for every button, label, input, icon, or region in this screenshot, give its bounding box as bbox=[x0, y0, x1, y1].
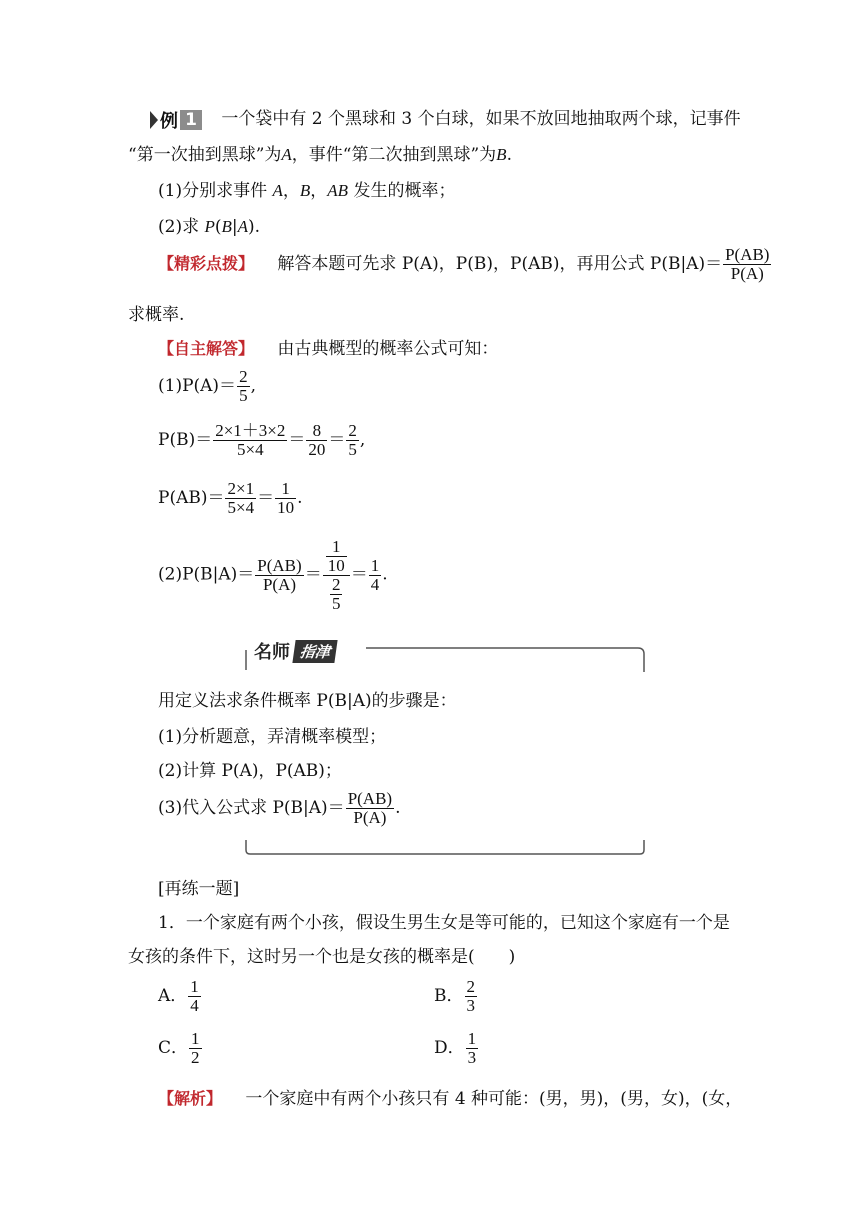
example-text-2c: ，事件“第二次抽到黑球”为 bbox=[291, 145, 497, 165]
option-b-frac bbox=[465, 978, 478, 1015]
option-a-label: A． bbox=[158, 985, 188, 1006]
s3-eq: ＝ bbox=[257, 487, 275, 508]
q2-bar: | bbox=[231, 217, 238, 237]
option-b-num: 2 bbox=[466, 977, 475, 996]
t3-frac bbox=[346, 790, 394, 827]
example-number: 1 bbox=[180, 110, 202, 130]
solution-step-4 bbox=[158, 538, 860, 612]
q1-sep1: ， bbox=[282, 181, 300, 201]
teacher-step-1: (1)分析题意，弄清概率模型； bbox=[158, 727, 387, 747]
s4-eq1: ＝ bbox=[304, 564, 322, 585]
practice-question-line-1: 1．一个家庭有两个小孩，假设生男生女是等可能的，已知这个家庭有一个是 bbox=[158, 913, 730, 933]
s2-pre: P(B)＝ bbox=[158, 429, 213, 450]
option-c-num: 1 bbox=[191, 1029, 200, 1048]
hint-text: 解答本题可先求 P(A)，P(B)，P(AB)，再用公式 P(B|A)＝ bbox=[277, 253, 723, 274]
option-c-frac bbox=[189, 1030, 202, 1067]
hint-tag: 【精彩点拨】 bbox=[158, 253, 255, 273]
s4-complex-frac bbox=[323, 538, 350, 612]
example-word: 例 bbox=[160, 110, 178, 132]
question-1 bbox=[158, 176, 860, 201]
event-b: B bbox=[496, 145, 507, 164]
option-a-den: 4 bbox=[190, 995, 199, 1015]
s4-dn: 2 bbox=[331, 574, 341, 594]
hint-fraction bbox=[723, 246, 771, 283]
badge-title: 名师 bbox=[254, 642, 290, 663]
q2-close: ). bbox=[248, 217, 261, 237]
hint-frac-num: P(AB) bbox=[725, 245, 770, 264]
s2-post: , bbox=[359, 429, 366, 450]
solution-tag: 【自主解答】 bbox=[158, 339, 255, 358]
analysis-line bbox=[158, 1084, 860, 1109]
analysis-text: 一个家庭中有两个小孩只有 4 种可能：(男，男)，(男，女)，(女， bbox=[245, 1089, 743, 1109]
option-a-frac bbox=[188, 978, 201, 1015]
s1-frac bbox=[237, 368, 250, 405]
s3-den2: 10 bbox=[277, 497, 295, 517]
s4-inner-top bbox=[326, 538, 347, 575]
t3-pre: (3)代入公式求 P(B|A)＝ bbox=[158, 797, 345, 818]
s2-frac3 bbox=[346, 422, 359, 459]
s4-frac-result bbox=[369, 557, 382, 594]
q2-text: (2)求 bbox=[158, 217, 205, 237]
solution-step-3 bbox=[158, 480, 860, 517]
s4-den1: P(A) bbox=[255, 575, 303, 594]
teacher-step-0: 用定义法求条件概率 P(B|A)的步骤是： bbox=[158, 691, 457, 711]
q1-sep2: ， bbox=[310, 181, 328, 201]
s4-pre: (2)P(B|A)＝ bbox=[158, 564, 255, 585]
option-d-frac bbox=[466, 1030, 479, 1067]
solution-step-1 bbox=[158, 368, 860, 405]
solution-line bbox=[158, 334, 860, 359]
q2-p: P bbox=[204, 217, 215, 236]
option-b-label: B． bbox=[434, 985, 464, 1006]
q1-ab: AB bbox=[327, 181, 349, 200]
solution-step-2 bbox=[158, 422, 860, 459]
s2-den1: 5×4 bbox=[213, 440, 287, 459]
q1-end: 发生的概率； bbox=[348, 181, 456, 201]
s4-nd: 10 bbox=[327, 555, 345, 575]
option-b-den: 3 bbox=[466, 995, 475, 1015]
example-marker bbox=[150, 107, 202, 133]
s3-num2: 1 bbox=[281, 479, 290, 498]
s3-den1: 5×4 bbox=[227, 497, 255, 517]
example-line-1 bbox=[150, 104, 860, 133]
teacher-badge bbox=[254, 638, 362, 664]
s2-eq2: ＝ bbox=[328, 429, 346, 450]
s4-rd: 4 bbox=[370, 574, 380, 594]
s2-num2: 8 bbox=[312, 421, 322, 440]
q1-text: (1)分别求事件 bbox=[158, 181, 268, 201]
s3-num1: 2×1 bbox=[227, 479, 255, 498]
s1-num: 2 bbox=[239, 367, 248, 386]
s2-den2: 20 bbox=[308, 439, 326, 459]
event-a: A bbox=[281, 145, 292, 164]
s2-num1: 2×1＋3×2 bbox=[215, 421, 286, 440]
s3-post: . bbox=[297, 487, 303, 508]
example-line-2 bbox=[128, 140, 860, 165]
q2-b: B bbox=[221, 217, 232, 236]
option-d-num: 1 bbox=[467, 1029, 477, 1048]
analysis-tag: 【解析】 bbox=[158, 1089, 223, 1108]
question-2 bbox=[158, 212, 860, 237]
s4-rn: 1 bbox=[370, 555, 380, 575]
option-b[interactable] bbox=[434, 978, 478, 1015]
example-text-2a: “第一次抽到黑球”为 bbox=[128, 145, 282, 165]
option-c-den: 2 bbox=[191, 1047, 200, 1067]
s3-frac1 bbox=[225, 480, 256, 517]
badge-subtitle: 指津 bbox=[292, 640, 337, 663]
q2-open: ( bbox=[214, 217, 222, 237]
s1-den: 5 bbox=[239, 385, 248, 405]
option-c[interactable] bbox=[158, 1030, 203, 1067]
t3-num: P(AB) bbox=[347, 789, 393, 808]
s4-eq2: ＝ bbox=[350, 564, 368, 585]
s2-frac2 bbox=[306, 422, 327, 459]
solution-intro: 由古典概型的概率公式可知： bbox=[277, 339, 499, 359]
example-text-1: 一个袋中有 2 个黑球和 3 个白球，如果不放回地抽取两个球，记事件 bbox=[221, 109, 741, 129]
option-a-num: 1 bbox=[190, 977, 199, 996]
option-d[interactable] bbox=[434, 1030, 479, 1067]
s4-dd: 5 bbox=[331, 593, 341, 613]
s1-post: , bbox=[250, 375, 256, 396]
hint-line bbox=[158, 246, 860, 283]
s2-den3: 5 bbox=[348, 439, 357, 459]
s4-frac1 bbox=[255, 557, 303, 594]
s4-complex-den bbox=[323, 575, 350, 613]
q1-a: A bbox=[272, 181, 283, 200]
option-d-den: 3 bbox=[467, 1047, 477, 1067]
t3-post: . bbox=[395, 797, 401, 818]
triangle-icon bbox=[150, 111, 158, 129]
s3-pre: P(AB)＝ bbox=[158, 487, 225, 508]
hint-continuation: 求概率. bbox=[128, 305, 185, 325]
option-c-label: C． bbox=[158, 1037, 189, 1058]
s4-num1: P(AB) bbox=[257, 555, 302, 575]
q2-a: A bbox=[237, 217, 249, 236]
option-d-label: D． bbox=[434, 1037, 465, 1058]
s3-frac2 bbox=[275, 480, 296, 517]
teacher-step-2: (2)计算 P(A)，P(AB)； bbox=[158, 761, 342, 781]
s4-inner-bottom bbox=[330, 576, 343, 613]
s1-pre: (1)P(A)＝ bbox=[158, 375, 237, 396]
option-a[interactable] bbox=[158, 978, 202, 1015]
q1-b: B bbox=[299, 181, 311, 200]
teacher-step-3 bbox=[158, 790, 860, 827]
s4-post: . bbox=[382, 564, 388, 585]
s2-num3: 2 bbox=[348, 421, 357, 440]
hint-frac-den: P(A) bbox=[723, 264, 771, 283]
s4-nn: 1 bbox=[331, 537, 341, 556]
practice-heading: [再练一题] bbox=[158, 879, 240, 899]
s2-eq1: ＝ bbox=[288, 429, 306, 450]
t3-den: P(A) bbox=[346, 808, 394, 827]
s2-frac1 bbox=[213, 422, 287, 459]
example-text-2e: . bbox=[506, 145, 512, 165]
s4-complex-num bbox=[323, 538, 350, 575]
practice-question-line-2: 女孩的条件下，这时另一个也是女孩的概率是( ) bbox=[128, 947, 516, 967]
